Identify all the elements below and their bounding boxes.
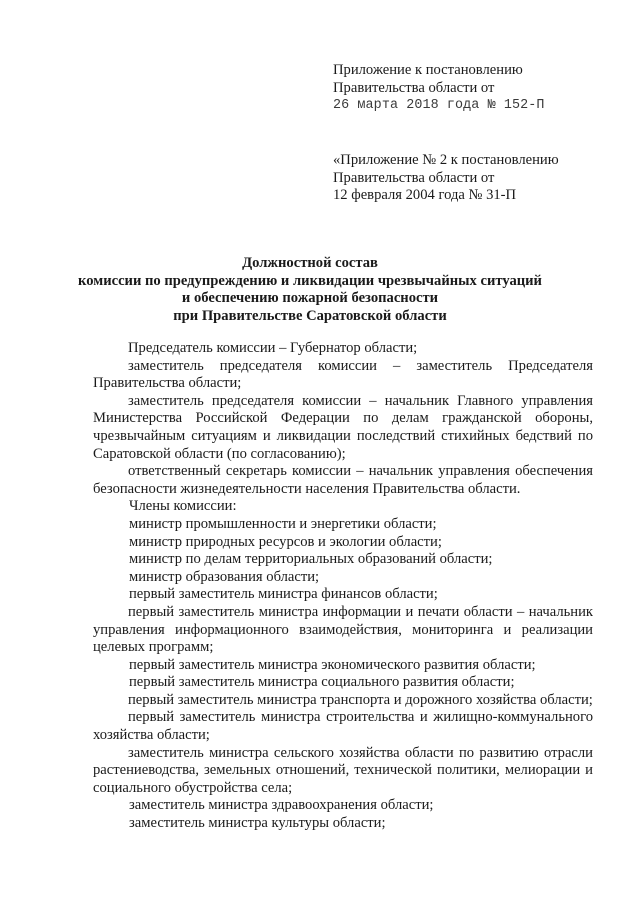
appendix-new-line-1: Приложение к постановлению <box>333 62 523 78</box>
appendix-header-old <box>333 152 623 205</box>
title-line-1: Должностной состав <box>242 255 378 271</box>
appendix-header-new <box>333 62 623 115</box>
appendix-old-line-1: «Приложение № 2 к постановлению <box>333 152 559 168</box>
title-line-3: и обеспечению пожарной безопасности <box>181 290 439 307</box>
member-transport-paragraph: первый заместитель министра транспорта и дорожного хозяйства области; <box>128 691 593 708</box>
member-item: первый заместитель министра экономического развития области; <box>129 656 536 673</box>
member-item: первый заместитель министра финансов области; <box>129 586 438 603</box>
deputy-chairman-paragraph: заместитель председателя комиссии – заместитель Председателя Правительства области; <box>93 357 593 392</box>
member-agriculture-paragraph: заместитель министра сельского хозяйства области по развитию отрасли растениеводства, земельных отношений, технической политики, мелиорации и социального обустройства села; <box>93 744 593 796</box>
members-heading: Члены комиссии: <box>129 498 237 515</box>
member-item: министр промышленности и энергетики области; <box>129 515 437 532</box>
member-item: министр природных ресурсов и экологии области; <box>129 533 442 550</box>
appendix-old-line-2: Правительства области от <box>333 169 495 186</box>
member-construction-paragraph: первый заместитель министра строительства и жилищно-коммунального хозяйства области; <box>93 709 593 744</box>
member-item: министр образования области; <box>129 568 320 585</box>
member-info-paragraph: первый заместитель министра информации и печати области – начальник управления информационного взаимодействия, мониторинга и реализации целевых программ; <box>93 603 593 656</box>
appendix-old-line-3: 12 февраля 2004 года № 31-П <box>333 187 517 203</box>
member-item: первый заместитель министра социального развития области; <box>129 674 515 691</box>
member-item: заместитель министра культуры области; <box>129 815 386 832</box>
member-item: министр по делам территориальных образований области; <box>129 551 493 568</box>
title-line-2: комиссии по предупреждению и ликвидации чрезвычайных ситуаций <box>78 272 542 289</box>
title-line-4: при Правительстве Саратовской области <box>173 307 447 324</box>
chairman-paragraph: Председатель комиссии – Губернатор области; <box>128 340 418 356</box>
deputy-chairman-mchs-paragraph: заместитель председателя комиссии – начальник Главного управления Министерства Российской Федерации по делам гражданской обороны, чрезвычайным ситуациям и ликвидации последствий стихийных бедствий по Саратовской области (по согласованию); <box>93 392 593 462</box>
appendix-new-date-stamp: 26 марта 2018 года № 152-П <box>333 98 545 113</box>
member-item: заместитель министра здравоохранения области; <box>129 797 434 814</box>
document-body <box>93 340 593 833</box>
document-title <box>60 255 560 325</box>
appendix-new-line-2: Правительства области от <box>333 79 495 96</box>
secretary-paragraph: ответственный секретарь комиссии – начальник управления обеспечения безопасности жизнедеятельности населения Правительства области. <box>93 463 593 497</box>
